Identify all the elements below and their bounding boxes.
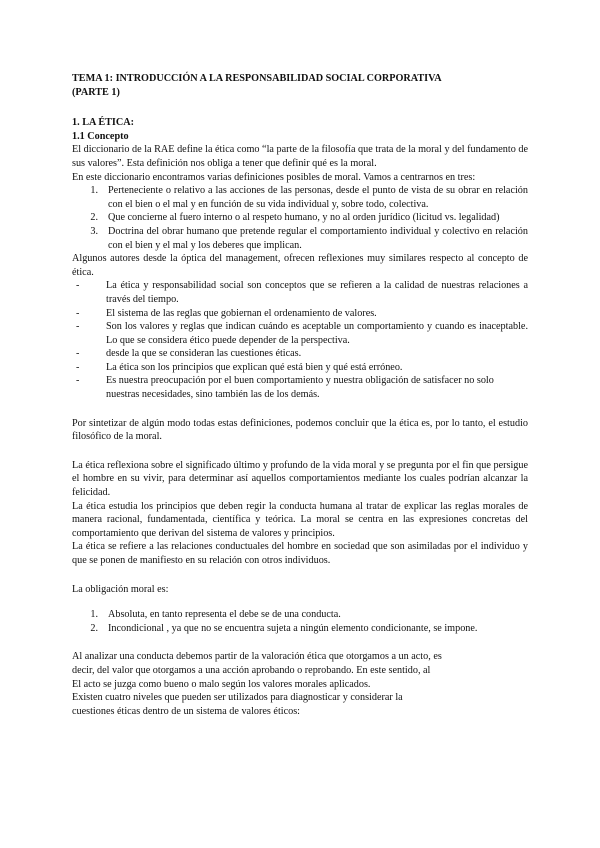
text-line: El acto se juzga como bueno o malo según los valores morales aplicados. [72, 678, 371, 690]
paragraph-synthesis: Por sintetizar de algún modo todas estas definiciones, podemos concluir que la ética es, por lo tanto, el estudio filosófico de la moral. [72, 417, 528, 443]
list-marker: 2. [90, 212, 98, 224]
spacer [72, 635, 528, 650]
list-marker: - [76, 375, 80, 387]
list-item [72, 307, 528, 321]
paragraph-ethics-studies: La ética estudia los principios que deben regir la conducta humana al tratar de explicar las reglas morales de manera racional, fundamentada, científica y teórica. La moral se centra en las expresiones concretas del comportamiento que derivan del sistema de valores y principios. [72, 500, 528, 539]
list-item [72, 320, 528, 347]
paragraph-moral-intro: En este diccionario encontramos varias definiciones posibles de moral. Vamos a centrarnos en tres: [72, 171, 476, 183]
list-marker: 2. [90, 622, 98, 634]
list-item [72, 184, 528, 211]
paragraph-moral-obligation: La obligación moral es: [72, 583, 169, 595]
list-marker: 1. [90, 609, 98, 621]
list-item-text: La ética y responsabilidad social son conceptos que se refieren a la calidad de nuestras relaciones a través del tiempo. [106, 280, 528, 305]
list-item [72, 347, 528, 361]
list-marker: - [76, 361, 80, 373]
list-item-text: Que concierne al fuero interno o al respeto humano, y no al orden jurídico (licitud vs. legalidad) [108, 212, 500, 224]
list-marker: - [76, 307, 80, 319]
moral-definitions-list [72, 184, 528, 252]
text-line: Al analizar una conducta debemos partir de la valoración ética que otorgamos a un acto, es [72, 651, 442, 663]
list-marker: 3. [90, 225, 98, 237]
obligation-list [72, 608, 528, 635]
paragraph-conduct-analysis [72, 650, 528, 718]
section-heading: 1. LA ÉTICA: [72, 117, 134, 129]
list-item [72, 361, 528, 375]
list-item-text: desde la que se consideran las cuestiones éticas. [106, 348, 302, 360]
section-subheading: 1.1 Concepto [72, 130, 129, 142]
list-item [72, 622, 528, 636]
spacer [72, 596, 528, 608]
paragraph-ethics-relations: La ética se refiere a las relaciones conductuales del hombre en sociedad que son asimiladas por el individuo y que se ponen de manifiesto en su relación con otros individuos. [72, 541, 528, 566]
list-marker: - [76, 348, 80, 360]
paragraph-ethics-reflects: La ética reflexiona sobre el significado último y profundo de la vida moral y se pregunta por el fin que persigue el hombre en su vivir, para determinar así aquellos comportamientos mediante los cuales podrían alcanzar la felicidad. [72, 459, 528, 499]
list-item [72, 211, 528, 225]
text-line: Existen cuatro niveles que pueden ser utilizados para diagnosticar y considerar la [72, 692, 403, 704]
list-item-text: Incondicional , ya que no se encuentra sujeta a ningún elemento condicionante, se impone. [108, 622, 478, 634]
list-item-text: El sistema de las reglas que gobiernan el ordenamiento de valores. [106, 307, 377, 319]
text-line: decir, del valor que otorgamos a una acción aprobando o reprobando. En este sentido, al [72, 664, 431, 676]
document-title-line1: TEMA 1: INTRODUCCIÓN A LA RESPONSABILIDAD SOCIAL CORPORATIVA [72, 73, 442, 84]
list-item-text: Es nuestra preocupación por el buen comportamiento y nuestra obligación de satisfacer no solo nuestras necesidades, sino también las de los demás. [106, 375, 494, 401]
list-marker: 1. [90, 185, 98, 197]
spacer [72, 444, 528, 459]
paragraph-rae-definition: El diccionario de la RAE define la ética como “la parte de la filosofía que trata de la moral y del fundamento de sus valores”. Esta definición nos obliga a tener que definir qué es la moral. [72, 144, 528, 169]
document-page [72, 72, 528, 718]
list-item-text: Absoluta, en tanto representa el debe se de una conducta. [108, 609, 341, 621]
list-marker: - [76, 280, 80, 292]
list-item-text: La ética son los principios que explican qué está bien y qué está erróneo. [106, 361, 403, 373]
list-item-text: Doctrina del obrar humano que pretende regular el comportamiento individual y colectivo en relación con el bien y el mal y los deberes que implican. [108, 225, 528, 251]
list-item [72, 279, 528, 306]
text-line: cuestiones éticas dentro de un sistema de valores éticos: [72, 705, 301, 717]
list-item [72, 608, 528, 622]
list-item-text: Son los valores y reglas que indican cuándo es aceptable un comportamiento y cuando es inaceptable. Lo que se considera ético puede depender de la perspectiva. [106, 321, 528, 346]
spacer [72, 402, 528, 417]
spacer [72, 568, 528, 583]
paragraph-management-authors: Algunos autores desde la óptica del management, ofrecen reflexiones muy similares respecto al concepto de ética. [72, 253, 528, 278]
list-marker: - [76, 321, 80, 333]
list-item [72, 225, 528, 252]
list-item [72, 374, 528, 401]
list-item-text: Perteneciente o relativo a las acciones de las personas, desde el punto de vista de su obrar en relación con el bien o el mal y en función de su vida individual y, sobre todo, colectiva. [108, 185, 528, 210]
document-title-line2: (PARTE 1) [72, 86, 120, 98]
ethics-views-list [72, 279, 528, 401]
